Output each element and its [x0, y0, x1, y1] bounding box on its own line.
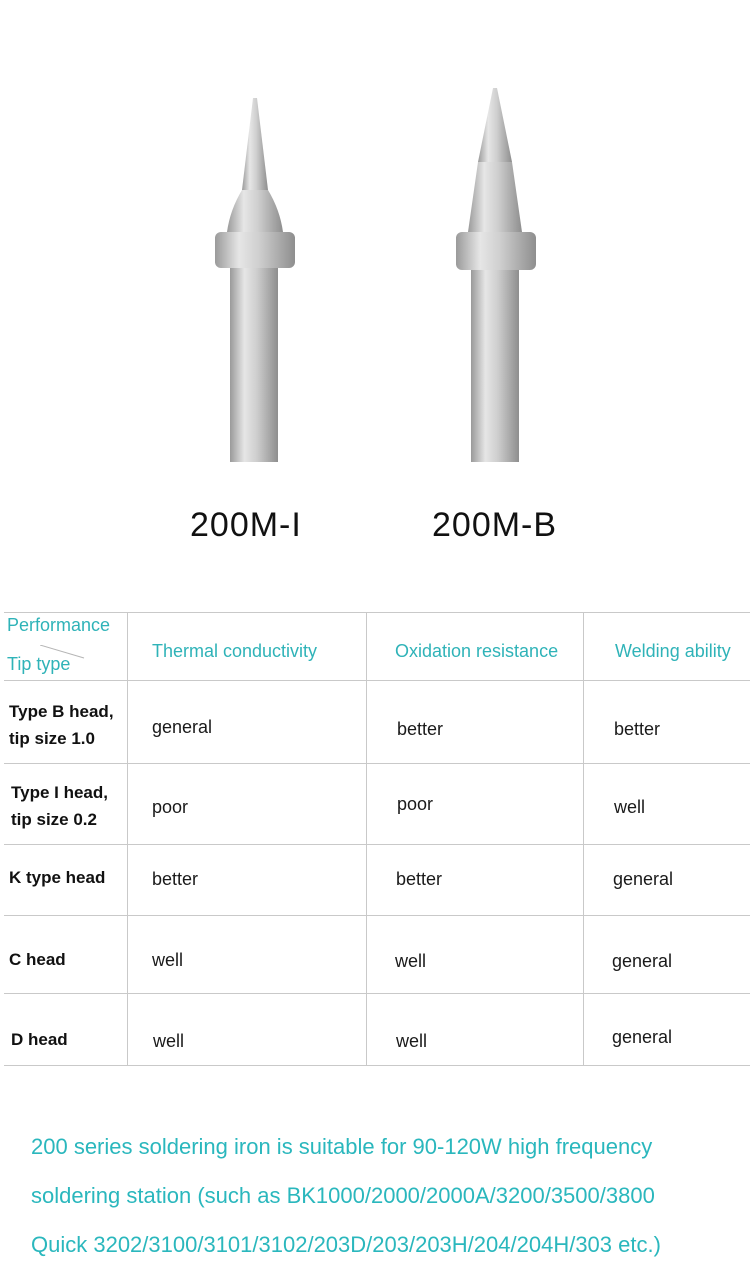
table-cell: poor: [152, 797, 189, 817]
note-line: 200 series soldering iron is suitable for 90-120W high frequency: [31, 1134, 653, 1159]
column-header-oxidation: Oxidation resistance: [395, 641, 559, 661]
table-cell: general: [613, 869, 674, 889]
note-line: soldering station (such as BK1000/2000/2000A/3200/3500/3800: [31, 1183, 655, 1208]
row-label-line: Type B head,: [9, 702, 114, 721]
row-label-c-head: [9, 946, 66, 973]
row-label-line: tip size 1.0: [9, 729, 95, 748]
soldering-tip-conical-icon: [200, 0, 310, 480]
table-cell: better: [397, 719, 444, 739]
table-cell: better: [614, 719, 661, 739]
table-border-bottom: [4, 1065, 750, 1066]
product-label-200m-b: 200M-B: [432, 506, 558, 544]
row-label-type-b: [9, 698, 114, 752]
table-cell: general: [612, 951, 673, 971]
row-label-type-i: [11, 779, 108, 833]
corner-header-tip-type: Tip type: [7, 654, 71, 674]
performance-table: [0, 612, 750, 1066]
table-divider: [4, 844, 750, 845]
product-images: [0, 0, 750, 580]
table-cell: poor: [397, 794, 434, 814]
table-divider: [4, 915, 750, 916]
column-header-thermal: Thermal conductivity: [152, 641, 318, 661]
row-label-line: K type head: [9, 868, 106, 887]
table-cell: well: [395, 951, 427, 971]
table-cell: well: [614, 797, 646, 817]
column-divider: [583, 612, 584, 1066]
table-cell: well: [396, 1031, 428, 1051]
table-divider: [4, 993, 750, 994]
row-label-line: Type I head,: [11, 783, 108, 802]
table-cell: general: [612, 1027, 673, 1047]
column-divider: [366, 612, 367, 1066]
row-label-k-type: [9, 864, 105, 891]
table-cell: general: [152, 717, 213, 737]
table-cell: well: [152, 950, 184, 970]
column-header-welding: Welding ability: [615, 641, 731, 661]
table-cell: well: [153, 1031, 185, 1051]
table-divider: [4, 680, 750, 681]
table-cell: better: [152, 869, 199, 889]
row-label-d-head: [11, 1026, 68, 1053]
table-border-top: [4, 612, 750, 613]
row-label-line: C head: [9, 950, 66, 969]
row-label-line: D head: [11, 1030, 68, 1049]
column-divider: [127, 612, 128, 1066]
note-line: Quick 3202/3100/3101/3102/203D/203/203H/204/204H/303 etc.): [31, 1232, 661, 1257]
compatibility-note: [31, 1122, 741, 1269]
corner-header-performance: Performance: [7, 615, 111, 635]
soldering-tip-pointed-icon: [440, 0, 550, 480]
product-label-200m-i: 200M-I: [190, 506, 302, 544]
table-cell: better: [396, 869, 443, 889]
row-label-line: tip size 0.2: [11, 810, 97, 829]
table-divider: [4, 763, 750, 764]
